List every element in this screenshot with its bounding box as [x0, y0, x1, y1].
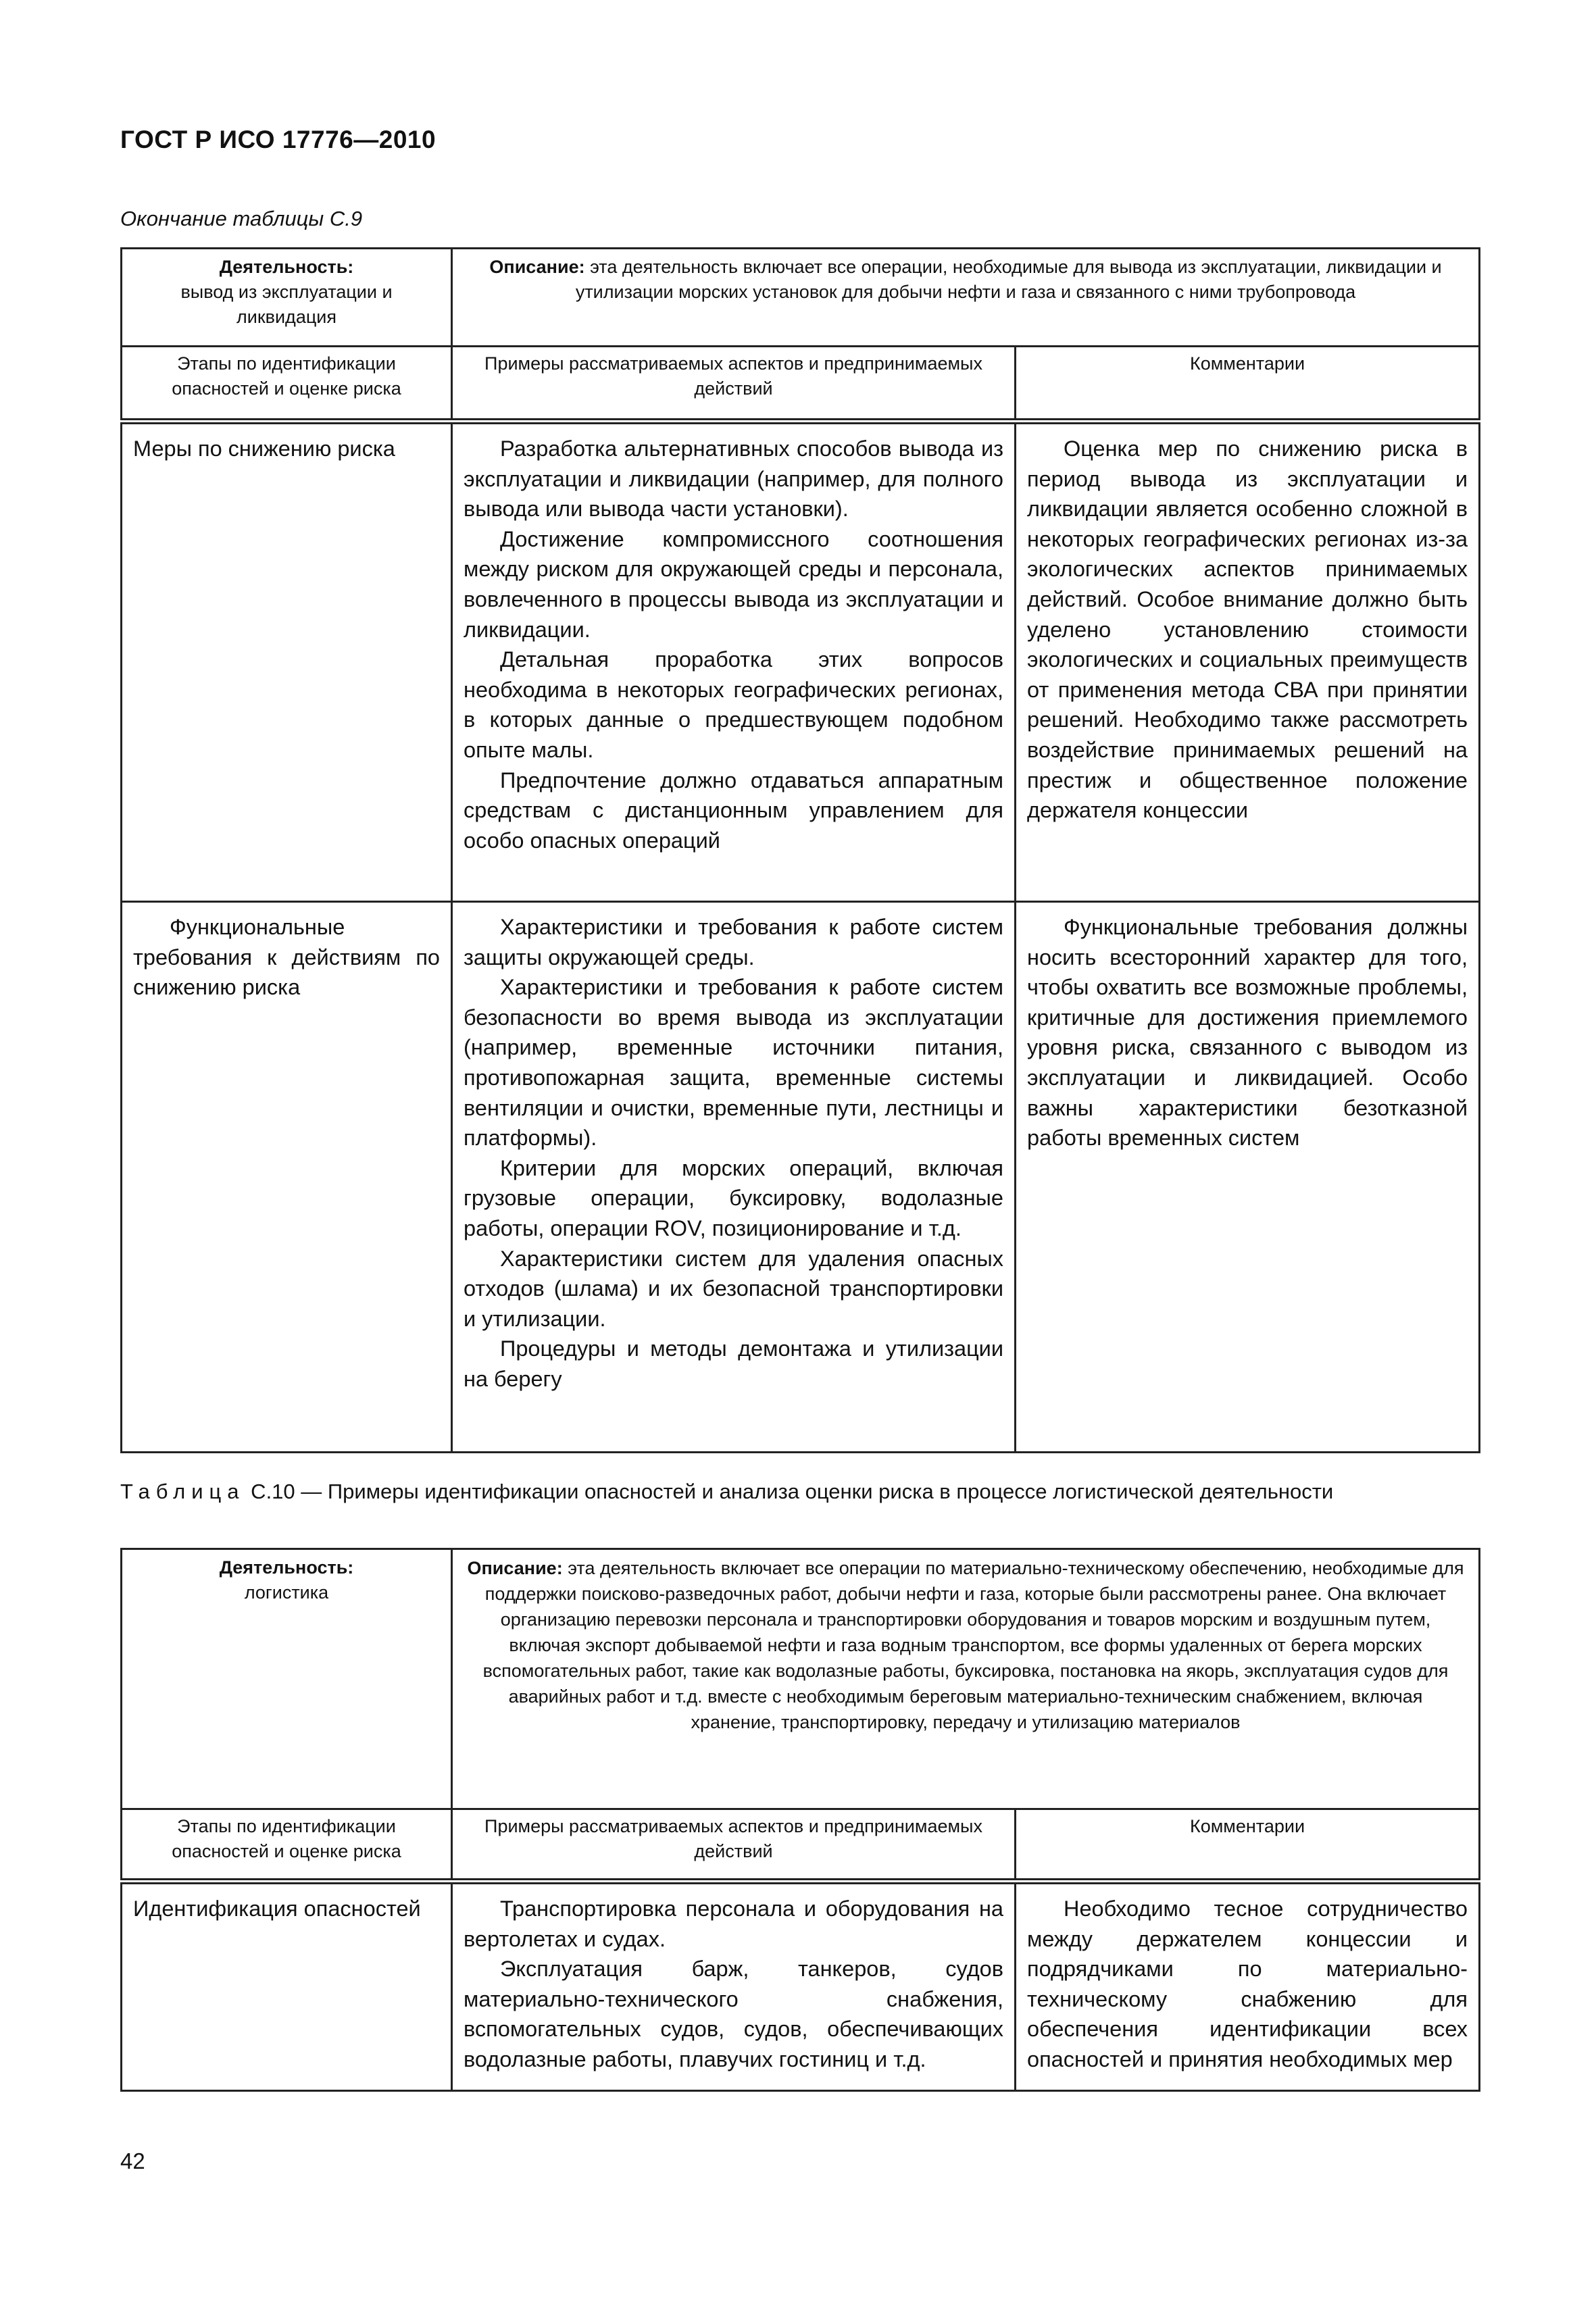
comment-cell — [1016, 422, 1480, 902]
description-cell — [452, 249, 1480, 347]
activity-cell — [122, 1549, 452, 1809]
stage-cell: Меры по снижению риска — [122, 422, 452, 902]
comment-cell — [1016, 1882, 1480, 2091]
example-paragraph: Транспортировка персонала и оборудования на вертолетах и судах. — [464, 1896, 1003, 1951]
stage-cell — [122, 902, 452, 1453]
description-label: Описание: — [467, 1558, 563, 1578]
table-c10-caption-text: С.10 — Примеры идентификации опасностей и анализа оценки риска в процессе логистической деятельности — [245, 1480, 1334, 1503]
column-header-examples: Примеры рассматриваемых аспектов и предпринимаемых действий — [452, 347, 1016, 422]
comment-cell — [1016, 902, 1480, 1453]
column-header-comments: Комментарии — [1016, 1809, 1480, 1882]
table-c9-activity-row — [122, 249, 1480, 347]
table-c9-column-headers — [122, 347, 1480, 422]
activity-cell — [122, 249, 452, 347]
table-row — [122, 1882, 1480, 2091]
table-c10-caption — [120, 1478, 1477, 1505]
table-row — [122, 422, 1480, 902]
comment-paragraph: Оценка мер по снижению риска в период вывода из эксплуатации и ликвидации является особенно сложной в некоторых географических регионах из-за экологических аспектов принимаемых действий. Особое внимание должно быть уделено установлению стоимости экологических и социальных преимуществ от применения метода СВА при принятии решений. Необходимо также рассмотреть воздействие принимаемых решений на престиж и общественное положение держателя концессии — [1027, 436, 1468, 823]
example-paragraph: Процедуры и методы демонтажа и утилизации на берегу — [464, 1336, 1003, 1391]
column-header-examples: Примеры рассматриваемых аспектов и предпринимаемых действий — [452, 1809, 1016, 1882]
table-row — [122, 902, 1480, 1453]
table-c9-continuation-caption: Окончание таблицы С.9 — [120, 207, 363, 230]
table-c10-column-headers — [122, 1809, 1480, 1882]
activity-text: логистика — [244, 1582, 329, 1603]
column-header-comments: Комментарии — [1016, 347, 1480, 422]
activity-text: вывод из эксплуатации и ликвидация — [180, 282, 393, 327]
example-paragraph: Критерии для морских операций, включая грузовые операции, буксировку, водолазные работы, операции ROV, позиционирование и т.д. — [464, 1155, 1003, 1240]
column-header-stages: Этапы по идентификации опасностей и оценке риска — [122, 1809, 452, 1882]
table-c10-caption-prefix: Таблица — [120, 1480, 245, 1503]
comment-paragraph: Функциональные требования должны носить всесторонний характер для того, чтобы охватить все возможные проблемы, критичные для достижения приемлемого уровня риска, связанного с выводом из эксплуатации и ликвидацией. Особо важны характеристики безотказной работы временных систем — [1027, 915, 1468, 1151]
table-c9 — [120, 247, 1480, 1453]
comment-paragraph: Необходимо тесное сотрудничество между держателем концессии и подрядчиками по материально-техническому снабжению для обеспечения идентификации всех опасностей и принятия необходимых мер — [1027, 1896, 1468, 2071]
description-text: эта деятельность включает все операции, необходимые для вывода из эксплуатации, ликвидации и утилизации морских установок для добычи нефти и газа и связанного с ними трубопровода — [575, 257, 1442, 302]
example-paragraph: Характеристики и требования к работе систем безопасности во время вывода из эксплуатации (например, временные источники питания, противопожарная защита, временные системы вентиляции и очистки, временные пути, лестницы и платформы). — [464, 975, 1003, 1151]
table-c10-activity-row — [122, 1549, 1480, 1809]
stage-paragraph: Функциональные требования к действиям по снижению риска — [133, 915, 440, 1000]
description-label: Описание: — [489, 257, 585, 277]
stage-cell: Идентификация опасностей — [122, 1882, 452, 2091]
document-header: ГОСТ Р ИСО 17776—2010 — [120, 126, 437, 153]
examples-cell — [452, 1882, 1016, 2091]
example-paragraph: Детальная проработка этих вопросов необходима в некоторых географических регионах, в которых данные о предшествующем подобном опыте малы. — [464, 647, 1003, 762]
page-number: 42 — [120, 2148, 145, 2173]
activity-label: Деятельность: — [219, 1557, 354, 1578]
example-paragraph: Эксплуатация барж, танкеров, судов материально-технического снабжения, вспомогательных судов, судов, обеспечивающих водолазные работы, плавучих гостиниц и т.д. — [464, 1957, 1003, 2071]
activity-label: Деятельность: — [219, 257, 354, 277]
table-c10 — [120, 1548, 1480, 2092]
example-paragraph: Характеристики систем для удаления опасных отходов (шлама) и их безопасной транспортировки и утилизации. — [464, 1246, 1003, 1331]
description-text: эта деятельность включает все операции по материально-техническому обеспечению, необходимые для поддержки поисково-разведочных работ, добычи нефти и газа, которые были рассмотрены ранее. Она включает организацию перевозки персонала и транспортировки оборудования и товаров морским и воздушным путем, включая экспорт добываемой нефти и газа водным транспортом, все формы удаленных от берега морских вспомогательных работ, такие как водолазные работы, буксировка, постановка на якорь, эксплуатация судов для аварийных работ и т.д. вместе с необходимым береговым материально-техническим снабжением, включая хранение, транспортировку, передачу и утилизацию материалов — [482, 1558, 1464, 1732]
examples-cell — [452, 902, 1016, 1453]
example-paragraph: Характеристики и требования к работе систем защиты окружающей среды. — [464, 915, 1003, 970]
example-paragraph: Достижение компромиссного соотношения между риском для окружающей среды и персонала, вовлеченного в процессы вывода из эксплуатации и ликвидации. — [464, 526, 1003, 642]
examples-cell — [452, 422, 1016, 902]
example-paragraph: Предпочтение должно отдаваться аппаратным средствам с дистанционным управлением для особо опасных операций — [464, 768, 1003, 853]
example-paragraph: Разработка альтернативных способов вывода из эксплуатации и ликвидации (например, для полного вывода или вывода части установки). — [464, 436, 1003, 522]
description-cell — [452, 1549, 1480, 1809]
column-header-stages: Этапы по идентификации опасностей и оценке риска — [122, 347, 452, 422]
